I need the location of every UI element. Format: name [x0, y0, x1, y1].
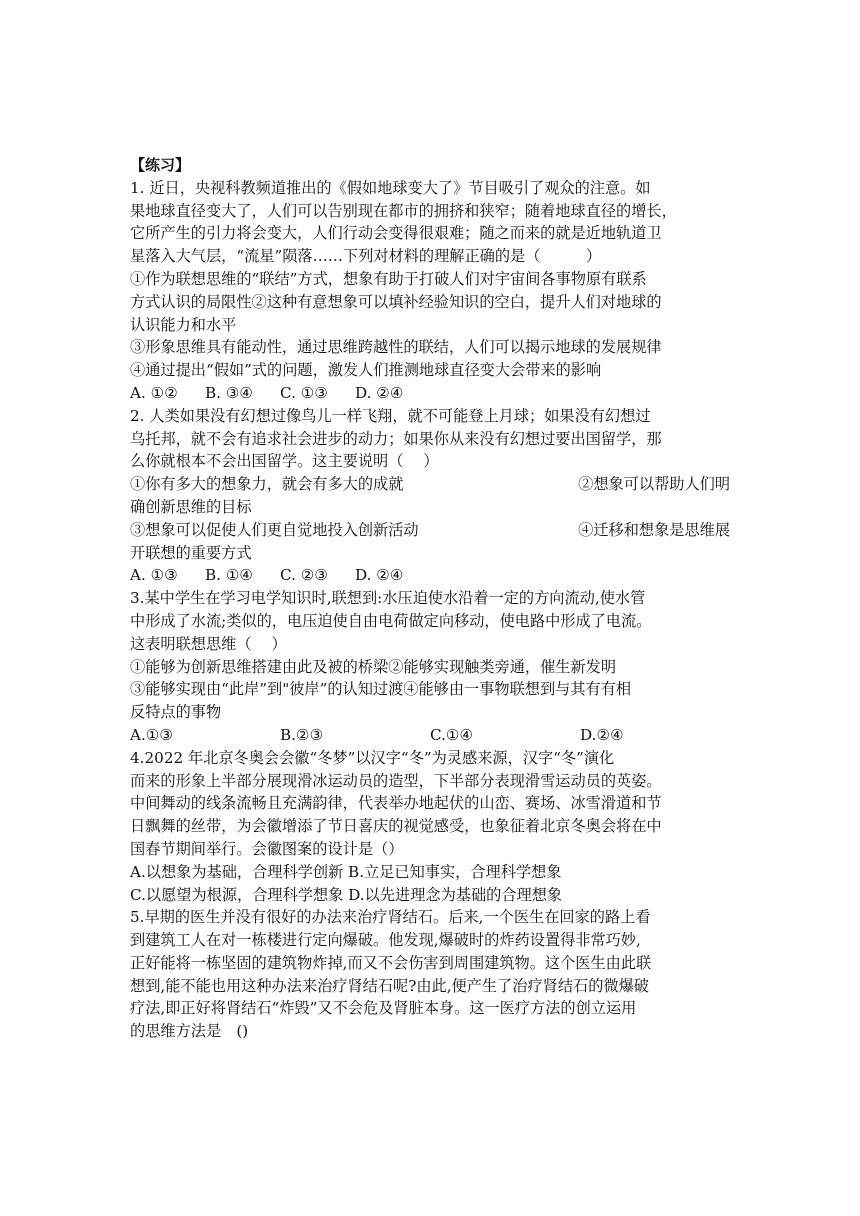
answer-options [130, 724, 730, 747]
question-line: 它所产生的引力将会变大，人们行动会变得很艰难；随之而来的就是近地轨道卫 [130, 224, 662, 243]
statement-line: ④通过提出“假如”式的问题，激发人们推测地球直径变大会带来的影响 [130, 361, 602, 380]
question-line: 疗法,即正好将肾结石“炸毁”又不会危及肾脏本身。这一医疗方法的创立运用 [130, 999, 637, 1018]
exercise-page [130, 154, 730, 1043]
question-line: 1. 近日，央视科教频道推出的《假如地球变大了》节目吸引了观众的注意。如 [130, 178, 651, 197]
answer-options-ab: A.以想象为基础，合理科学创新 B.立足已知事实，合理科学想象 [130, 862, 562, 881]
statement-line: 反特点的事物 [130, 703, 222, 722]
statement-row [130, 519, 730, 542]
statement-3: ③想象可以促使人们更自觉地投入创新活动 [130, 520, 419, 539]
question-line: 的思维方法是 () [130, 1022, 249, 1041]
question-line: 国春节期间举行。会徽图案的设计是（） [130, 839, 404, 858]
statement-4: ④迁移和想象是思维展 [578, 520, 730, 539]
question-1 [130, 177, 730, 405]
question-line: 中间舞动的线条流畅且充满韵律，代表举办地起伏的山峦、赛场、冰雪滑道和节 [130, 794, 662, 813]
statement-line: ①能够为创新思维搭建由此及被的桥梁②能够实现触类旁通，催生新发明 [130, 657, 616, 676]
statement-line: 确创新思维的目标 [130, 497, 252, 516]
statement-line: 方式认识的局限性②这种有意想象可以填补经验知识的空白，提升人们对地球的 [130, 292, 662, 311]
question-5 [130, 906, 730, 1043]
option-b: B. ①④ [205, 566, 254, 585]
question-3 [130, 587, 730, 747]
option-d: D. ②④ [355, 566, 404, 585]
question-line: 到建筑工人在对一栋楼进行定向爆破。他发现,爆破时的炸药设置得非常巧妙, [130, 931, 641, 950]
statement-row [130, 473, 730, 496]
option-c: C.①④ [430, 725, 474, 744]
question-line: 3.某中学生在学习电学知识时,联想到:水压迫使水沿着一定的方向流动,使水管 [130, 589, 646, 608]
option-d: D. ②④ [355, 383, 404, 402]
answer-options [130, 564, 730, 587]
question-line: 中形成了水流;类似的，电压迫使自由电荷做定向移动，使电路中形成了电流。 [130, 611, 652, 630]
question-line: 2. 人类如果没有幻想过像鸟儿一样飞翔，就不可能登上月球；如果没有幻想过 [130, 406, 651, 425]
question-line: 这表明联想思维（ ） [130, 634, 287, 653]
answer-options-cd: C.以愿望为根源，合理科学想象 D.以先进理念为基础的合理想象 [130, 885, 563, 904]
statement-line: ③能够实现由“此岸”到"彼岸”的认知过渡④能够由一事物联想到与其有有相 [130, 680, 632, 699]
option-b: B. ③④ [205, 383, 254, 402]
option-b: B.②③ [280, 725, 324, 744]
question-line: 5.早期的医生并没有很好的办法来治疗肾结石。后来,一个医生在回家的路上看 [130, 908, 651, 927]
statement-line: ③形象思维具有能动性，通过思维跨越性的联结，人们可以揭示地球的发展规律 [130, 338, 662, 357]
option-a: A. ①② [130, 383, 178, 402]
question-line: 4.2022 年北京冬奥会会徽“冬梦”以汉字“冬”为灵感来源，汉字“冬”演化 [130, 748, 615, 767]
statement-line: 开联想的重要方式 [130, 543, 252, 562]
statement-line: ①作为联想思维的“联结”方式，想象有助于打破人们对宇宙间各事物原有联系 [130, 269, 647, 288]
question-2 [130, 405, 730, 587]
question-line: 果地球直径变大了，人们可以告别现在都市的拥挤和狭窄；随着地球直径的增长， [130, 201, 677, 220]
option-c: C. ②③ [280, 566, 328, 585]
question-line: 日飘舞的丝带，为会徽增添了节日喜庆的视觉感受，也象征着北京冬奥会将在中 [130, 817, 662, 836]
question-line: 么你就根本不会出国留学。这主要说明（ ） [130, 452, 439, 471]
question-line: 星落入大气层，“流星”陨落……下列对材料的理解正确的是（ ） [130, 247, 602, 266]
question-line: 乌托邦，就不会有追求社会进步的动力；如果你从来没有幻想过要出国留学，那 [130, 429, 662, 448]
question-line: 正好能将一栋坚固的建筑物炸掉,而又不会伤害到周围建筑物。这个医生由此联 [130, 953, 652, 972]
section-heading: 【练习】 [130, 156, 191, 174]
option-a: A. ①③ [130, 566, 178, 585]
statement-2: ②想象可以帮助人们明 [578, 475, 730, 494]
question-4 [130, 747, 730, 907]
option-d: D.②④ [580, 725, 624, 744]
option-a: A.①③ [130, 725, 174, 744]
question-line: 想到,能不能也用这种办法来治疗肾结石呢?由此,便产生了治疗肾结石的微爆破 [130, 976, 649, 995]
statement-line: 认识能力和水平 [130, 315, 237, 334]
answer-options [130, 382, 730, 405]
statement-1: ①你有多大的想象力，就会有多大的成就 [130, 475, 404, 494]
question-line: 而来的形象上半部分展现滑冰运动员的造型，下半部分表现滑雪运动员的英姿。 [130, 771, 662, 790]
option-c: C. ①③ [280, 383, 328, 402]
